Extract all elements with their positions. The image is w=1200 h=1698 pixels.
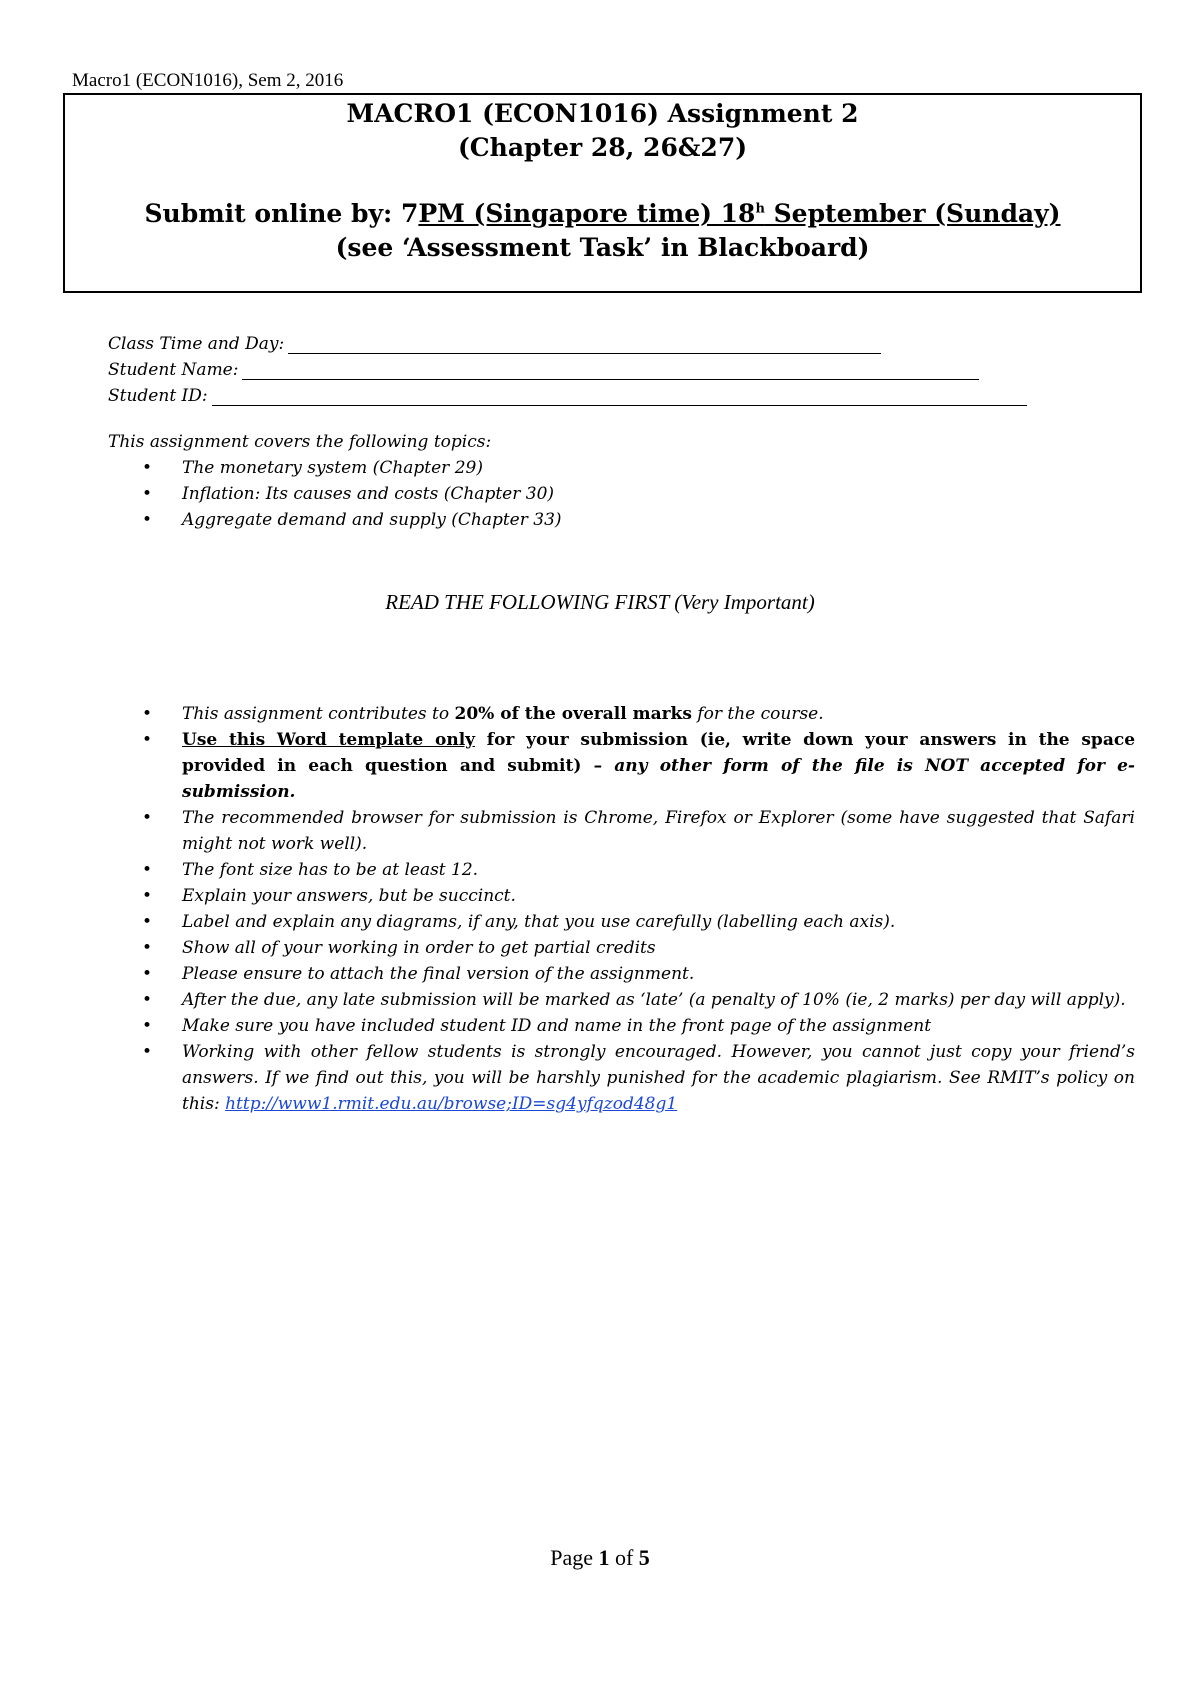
class-time-label: Class Time and Day: <box>108 334 285 354</box>
r11-a: Working with other fellow students is strongly encouraged. However, you cannot just copy your friend’s answers. If we find out this, you will be harshly punished for the academic plagiarism. See RMIT’s policy on this: <box>182 1042 1135 1114</box>
submit-prefix: Submit online by: 7 <box>144 199 419 228</box>
submit-time: PM (Singapore time) 18 <box>418 199 756 228</box>
topic-item: • The monetary system (Chapter 29) <box>108 458 562 484</box>
chapter-subtitle: (Chapter 28, 26&27) <box>457 133 748 162</box>
student-id-blank[interactable] <box>212 387 1027 406</box>
r1-c: for the course. <box>691 704 824 724</box>
r2-c: any other form of the file is NOT accepted for e-submission. <box>182 756 1135 802</box>
instruction-item <box>108 727 1135 805</box>
date-suffix: h <box>755 201 765 217</box>
assessment-note: (see ‘Assessment Task’ in Blackboard) <box>335 233 870 262</box>
page-total: 5 <box>638 1545 650 1570</box>
policy-link[interactable]: http://www1.rmit.edu.au/browse;ID=sg4yfqzod48g1 <box>225 1094 678 1114</box>
instruction-item: • Please ensure to attach the final version of the assignment. <box>108 961 1135 987</box>
title-box <box>63 93 1142 293</box>
topic-item: • Aggregate demand and supply (Chapter 33) <box>108 510 562 536</box>
r1-a: This assignment contributes to <box>182 704 455 724</box>
assignment-title: MACRO1 (ECON1016) Assignment 2 <box>346 99 859 128</box>
page-label: Page <box>550 1545 599 1570</box>
submit-date: September (Sunday) <box>764 199 1061 228</box>
student-name-field[interactable] <box>108 354 1027 380</box>
instruction-item <box>108 701 1135 727</box>
student-id-field[interactable] <box>108 380 1027 406</box>
read-first-heading: READ THE FOLLOWING FIRST (Very Important) <box>385 590 815 614</box>
topics-list <box>108 458 562 536</box>
page-footer <box>0 1545 1200 1571</box>
class-time-field[interactable] <box>108 328 1027 354</box>
running-header: Macro1 (ECON1016), Sem 2, 2016 <box>72 70 344 91</box>
instruction-item <box>108 1039 1135 1117</box>
r1-b: 20% of the overall marks <box>454 704 692 724</box>
instruction-item: • After the due, any late submission will be marked as ‘late’ (a penalty of 10% (ie, 2 marks) per day will apply). <box>108 987 1135 1013</box>
page-of: of <box>609 1545 639 1570</box>
instruction-item: • The recommended browser for submission is Chrome, Firefox or Explorer (some have suggested that Safari might not work well). <box>108 805 1135 857</box>
instruction-item: • Explain your answers, but be succinct. <box>108 883 1135 909</box>
class-time-blank[interactable] <box>288 335 881 354</box>
instruction-item: • Make sure you have included student ID and name in the front page of the assignment <box>108 1013 1135 1039</box>
student-name-blank[interactable] <box>242 361 979 380</box>
r2-a: Use this Word template only <box>182 730 476 750</box>
instruction-item: • Label and explain any diagrams, if any, that you use carefully (labelling each axis). <box>108 909 1135 935</box>
instruction-item: • Show all of your working in order to get partial credits <box>108 935 1135 961</box>
r2-b: for your submission (ie, write down your answers in the space provided in each question and submit) – <box>182 730 1136 776</box>
submit-deadline <box>65 199 1140 228</box>
page-number: 1 <box>598 1545 610 1570</box>
instructions-section <box>108 701 1135 1117</box>
topic-item: • Inflation: Its causes and costs (Chapter 30) <box>108 484 562 510</box>
topics-section <box>108 432 562 536</box>
student-fields <box>108 328 1027 406</box>
instruction-item: • The font size has to be at least 12. <box>108 857 1135 883</box>
instructions-list <box>108 701 1135 1117</box>
student-id-label: Student ID: <box>108 386 208 406</box>
topics-intro: This assignment covers the following topics: <box>108 432 492 452</box>
student-name-label: Student Name: <box>108 360 239 380</box>
